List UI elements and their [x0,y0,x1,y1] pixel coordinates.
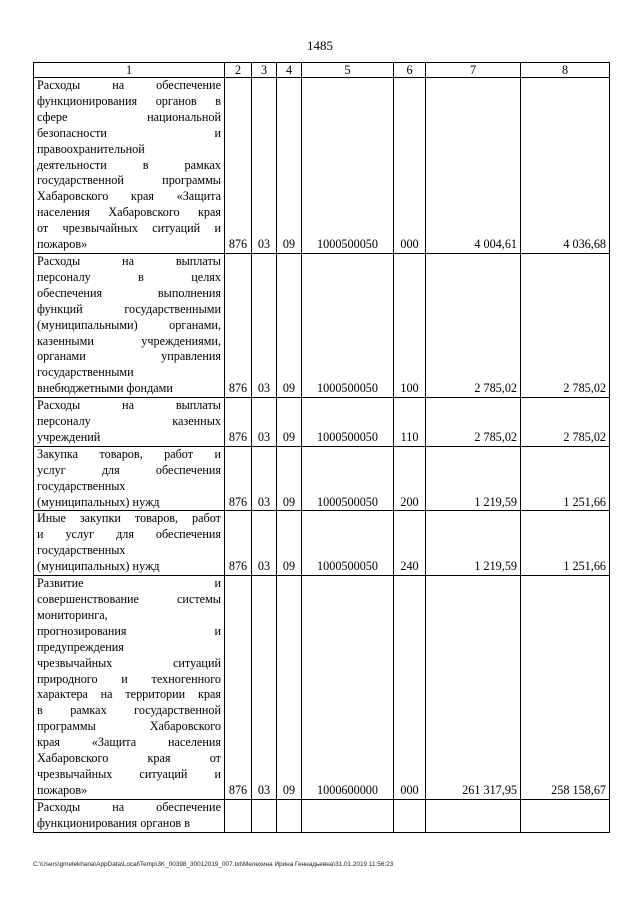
description-line: и услуг для обеспечения [37,527,221,542]
description-line: учреждений [37,429,101,444]
section-cell: 03 [252,398,277,447]
description-line: совершенствование системы [37,592,221,606]
target-article-cell: 1000500050 [302,78,394,254]
subsection-cell: 09 [277,78,302,254]
description-cell [34,398,225,447]
description-line: функционирования органов в [37,93,221,108]
description-line: казенными учреждениями, [37,333,221,348]
description-line: программы Хабаровского [37,719,221,734]
amount-2020-cell: 2 785,02 [426,398,521,447]
description-cell [34,576,225,800]
subsection-cell: 09 [277,576,302,800]
description-line: Развитие и [37,576,221,591]
section-cell: 03 [252,253,277,397]
description-cell [34,446,225,511]
description-line: края «Защита населения [37,735,221,750]
description-line: государственных [37,543,126,558]
admin-code-cell: 876 [225,446,252,511]
subsection-cell [277,799,302,832]
target-article-cell: 1000500050 [302,253,394,397]
subsection-cell: 09 [277,398,302,447]
description-line: природного и техногенного [37,671,221,686]
target-article-cell: 1000600000 [302,576,394,800]
table-row [34,78,610,254]
description-line: внебюджетными фондами [37,381,173,396]
header-cell: 3 [252,63,277,78]
target-article-cell: 1000500050 [302,398,394,447]
expense-type-cell: 000 [394,576,426,800]
description-cell [34,253,225,397]
description-line: (муниципальными) органами, [37,317,221,332]
description-line: органами управления [37,349,221,364]
subsection-cell: 09 [277,446,302,511]
amount-2021-cell: 1 251,66 [521,511,610,576]
admin-code-cell: 876 [225,398,252,447]
description-cell [34,78,225,254]
table-row [34,253,610,397]
table-row [34,799,610,832]
description-line: характера на территории края [37,687,221,702]
section-cell: 03 [252,446,277,511]
description-line: персоналу казенных [37,414,221,429]
admin-code-cell: 876 [225,576,252,800]
description-line: от чрезвычайных ситуаций и [37,221,221,236]
footer-file-path: C:\Users\gmelekhana\AppData\Local\Temp\3K_00398_30012019_007.txt\Мелехина Ирина Геннадьевна\31.01.2019 11:56:23 [33,861,394,868]
target-article-cell [302,799,394,832]
description-line: персоналу в целях [37,269,221,284]
header-cell: 8 [521,63,610,78]
expense-type-cell: 240 [394,511,426,576]
expense-type-cell: 100 [394,253,426,397]
header-cell: 1 [34,63,225,78]
description-cell [34,511,225,576]
description-line: чрезвычайных ситуаций и [37,766,221,781]
target-article-cell: 1000500050 [302,511,394,576]
description-line: деятельности в рамках [37,157,221,172]
description-line: Хабаровского края от [37,751,221,766]
description-line: государственными [37,365,134,380]
description-line: правоохранительной [37,141,145,156]
header-cell: 4 [277,63,302,78]
description-line: услуг для обеспечения [37,462,221,477]
description-line: населения Хабаровского края [37,205,221,220]
subsection-cell: 09 [277,511,302,576]
admin-code-cell: 876 [225,253,252,397]
description-line: Расходы на выплаты [37,398,221,413]
amount-2020-cell: 1 219,59 [426,446,521,511]
description-line: Расходы на обеспечение [37,78,221,92]
description-line: мониторинга, [37,607,108,622]
section-cell: 03 [252,511,277,576]
amount-2021-cell: 2 785,02 [521,398,610,447]
subsection-cell: 09 [277,253,302,397]
description-line: Расходы на обеспечение [37,799,221,814]
description-line: функционирования органов в [37,815,190,830]
table-row [34,446,610,511]
description-line: пожаров» [37,237,88,252]
amount-2020-cell: 261 317,95 [426,576,521,800]
admin-code-cell: 876 [225,78,252,254]
amount-2021-cell: 4 036,68 [521,78,610,254]
budget-table [33,62,610,833]
header-cell: 2 [225,63,252,78]
description-cell [34,799,225,832]
section-cell: 03 [252,78,277,254]
header-cell: 6 [394,63,426,78]
description-line: обеспечения выполнения [37,285,221,300]
table-body [34,63,610,833]
admin-code-cell [225,799,252,832]
amount-2020-cell [426,799,521,832]
description-line: пожаров» [37,782,88,797]
description-line: предупреждения [37,639,124,654]
table-row [34,576,610,800]
description-line: государственной программы [37,173,221,188]
description-line: (муниципальных) нужд [37,559,160,574]
description-line: Расходы на выплаты [37,253,221,268]
description-line: Иные закупки товаров, работ [37,511,221,526]
expense-type-cell: 110 [394,398,426,447]
description-line: Хабаровского края «Защита [37,189,221,204]
description-line: Закупка товаров, работ и [37,446,221,461]
amount-2020-cell: 4 004,61 [426,78,521,254]
description-line: государственных [37,478,126,493]
admin-code-cell: 876 [225,511,252,576]
target-article-cell: 1000500050 [302,446,394,511]
description-line: (муниципальных) нужд [37,494,160,509]
description-line: безопасности и [37,125,221,140]
amount-2021-cell: 2 785,02 [521,253,610,397]
header-cell: 5 [302,63,394,78]
expense-type-cell [394,799,426,832]
expense-type-cell: 200 [394,446,426,511]
amount-2020-cell: 1 219,59 [426,511,521,576]
description-line: сфере национальной [37,109,221,124]
page-number: 1485 [307,38,333,53]
amount-2021-cell: 1 251,66 [521,446,610,511]
expense-type-cell: 000 [394,78,426,254]
header-row [34,63,610,78]
description-line: чрезвычайных ситуаций [37,655,221,670]
section-cell: 03 [252,576,277,800]
amount-2020-cell: 2 785,02 [426,253,521,397]
header-cell: 7 [426,63,521,78]
description-line: функций государственными [37,301,221,316]
section-cell [252,799,277,832]
amount-2021-cell [521,799,610,832]
table-row [34,398,610,447]
description-line: в рамках государственной [37,703,221,718]
description-line: прогнозирования и [37,623,221,638]
amount-2021-cell: 258 158,67 [521,576,610,800]
table-row [34,511,610,576]
